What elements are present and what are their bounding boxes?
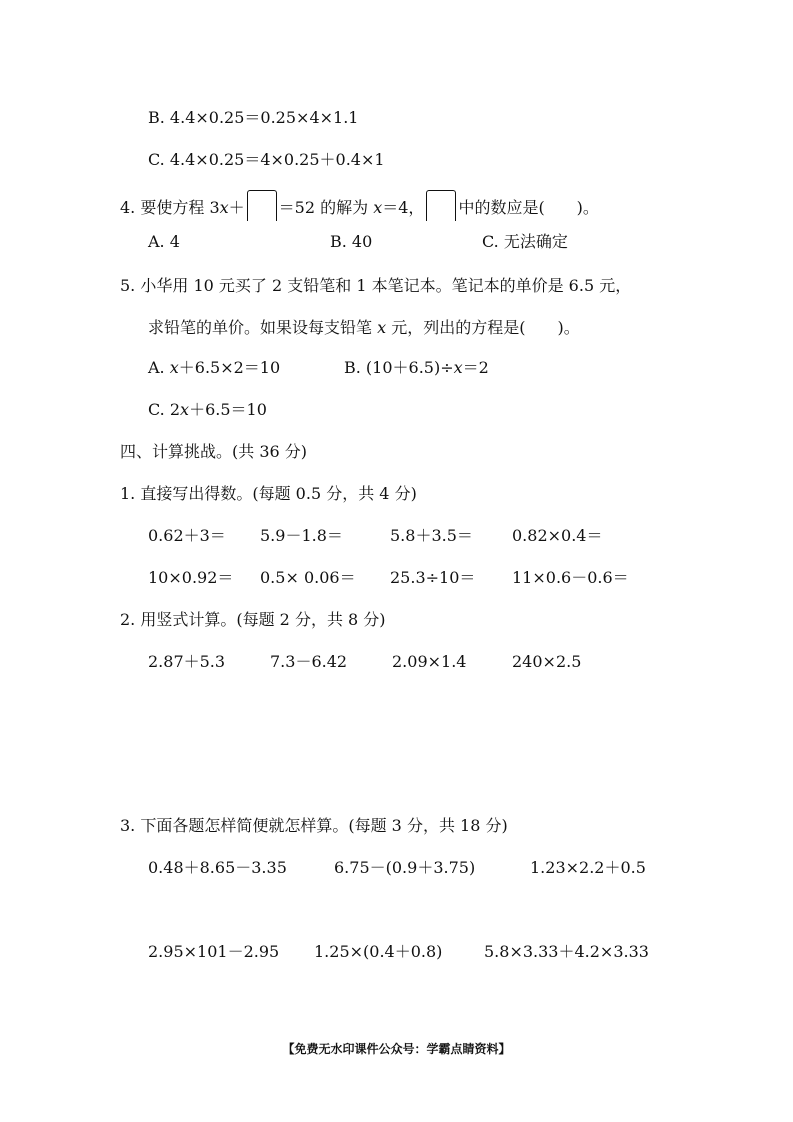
calc-item: 11×0.6－0.6＝ bbox=[512, 568, 629, 587]
calc-item: 25.3÷10＝ bbox=[390, 568, 476, 587]
blank-box[interactable] bbox=[247, 190, 277, 221]
q3-option-b: B. 4.4×0.25＝0.25×4×1.1 bbox=[148, 108, 359, 127]
sub2-title: 2. 用竖式计算。(每题 2 分，共 8 分) bbox=[120, 610, 386, 629]
q5-option-c: C. 2x＋6.5＝10 bbox=[148, 400, 267, 419]
calc-item: 0.5× 0.06＝ bbox=[260, 568, 356, 587]
q4-question: 4. 要使方程 3x＋ ＝52 的解为 x＝4， 中的数应是( )。 bbox=[120, 190, 599, 221]
q5-line2: 求铅笔的单价。如果设每支铅笔 x 元，列出的方程是( )。 bbox=[148, 318, 580, 337]
q5-line1: 5. 小华用 10 元买了 2 支铅笔和 1 本笔记本。笔记本的单价是 6.5 元， bbox=[120, 276, 632, 295]
calc-item: 10×0.92＝ bbox=[148, 568, 234, 587]
simplify-item: 1.23×2.2＋0.5 bbox=[530, 858, 646, 877]
simplify-item: 0.48＋8.65－3.35 bbox=[148, 858, 287, 877]
sub3-title: 3. 下面各题怎样简便就怎样算。(每题 3 分，共 18 分) bbox=[120, 816, 508, 835]
vertical-calc-item: 240×2.5 bbox=[512, 652, 582, 671]
simplify-item: 1.25×(0.4＋0.8) bbox=[314, 942, 443, 961]
vertical-calc-item: 2.09×1.4 bbox=[392, 652, 467, 671]
vertical-calc-item: 2.87＋5.3 bbox=[148, 652, 226, 671]
q4-option-a: A. 4 bbox=[148, 232, 180, 251]
simplify-item: 2.95×101－2.95 bbox=[148, 942, 280, 961]
section4-title: 四、计算挑战。(共 36 分) bbox=[120, 442, 308, 461]
simplify-item: 6.75－(0.9＋3.75) bbox=[334, 858, 476, 877]
blank-box[interactable] bbox=[426, 190, 456, 221]
q4-option-b: B. 40 bbox=[330, 232, 373, 251]
calc-item: 0.62＋3＝ bbox=[148, 526, 226, 545]
footer: 【免费无水印课件公众号：学霸点睛资料】 bbox=[282, 1042, 511, 1056]
calc-item: 5.8＋3.5＝ bbox=[390, 526, 473, 545]
calc-item: 0.82×0.4＝ bbox=[512, 526, 603, 545]
simplify-item: 5.8×3.33＋4.2×3.33 bbox=[484, 942, 649, 961]
q3-option-c: C. 4.4×0.25＝4×0.25＋0.4×1 bbox=[148, 150, 385, 169]
q5-option-b: B. (10＋6.5)÷x＝2 bbox=[344, 358, 489, 377]
q5-option-a: A. x＋6.5×2＝10 bbox=[148, 358, 281, 377]
vertical-calc-item: 7.3－6.42 bbox=[270, 652, 348, 671]
sub1-title: 1. 直接写出得数。(每题 0.5 分，共 4 分) bbox=[120, 484, 417, 503]
q4-option-c: C. 无法确定 bbox=[482, 232, 568, 251]
calc-item: 5.9－1.8＝ bbox=[260, 526, 343, 545]
